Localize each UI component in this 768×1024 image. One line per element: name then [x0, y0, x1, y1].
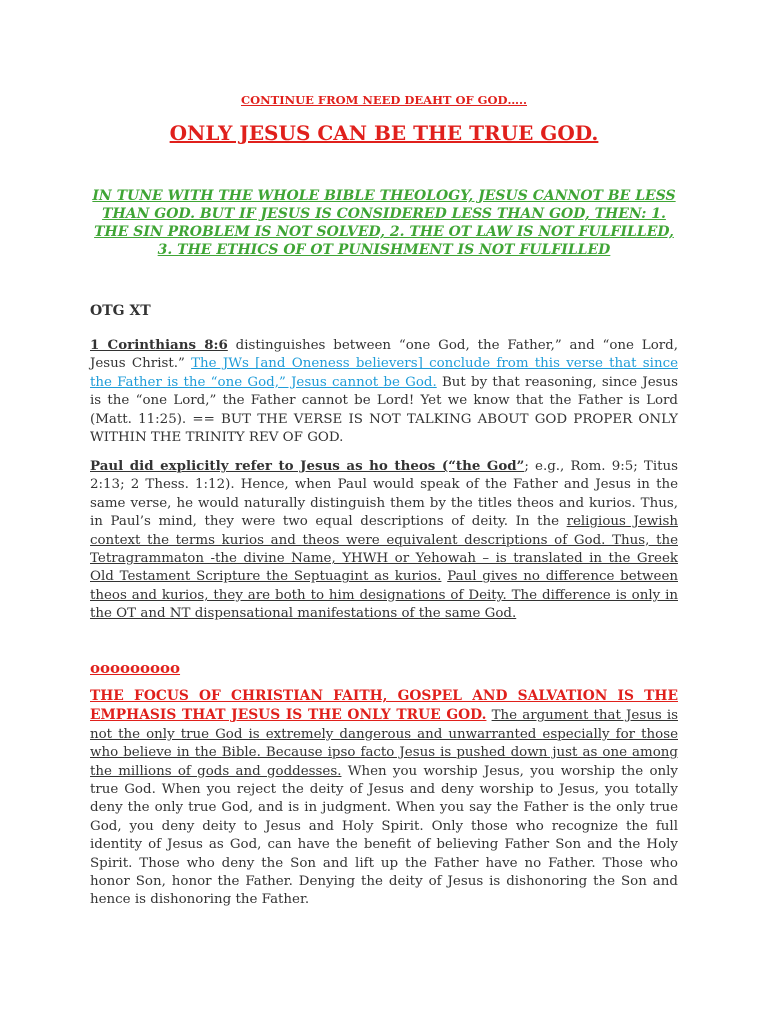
underlined-text: religious Jewish context the terms kurios and theos were equivalent descriptions of God. Thus, the Tetragrammaton -the divine Name, YHWH or Yehowah – is translated in the Greek Old Testament Scripture the Septuagint as kurios. — [90, 514, 678, 585]
paragraph-text: ; e.g., Rom. 9:5; Titus 2:13; 2 Thess. 1:12). Hence, when Paul would speak of the Father and Jesus in the same verse, he would naturally distinguish them by the titles theos and kurios. Thus, in Paul’s mind, they were two equal descriptions of deity. In the — [90, 459, 679, 530]
section-label: OTG XT — [90, 303, 151, 319]
underlined-text: The argument that Jesus is not the only true God is extremely dangerous and unwarranted especially for those who believe in the Bible. Because ipso facto Jesus is pushed down just as one among the millions of gods and goddesses. — [90, 708, 678, 779]
paragraph-lead: Paul did explicitly refer to Jesus as ho theos (“the God” — [90, 458, 525, 474]
underlined-text: Paul gives no difference between theos and kurios, they are both to him designations of Deity. The difference is only in the OT and NT dispensational manifestations of the same God. — [90, 569, 678, 622]
scripture-reference: 1 Corinthians 8:6 — [90, 337, 228, 353]
inline-link[interactable]: The JWs [and Oneness believers] conclude from this verse that since the Father is the “one God,” Jesus cannot be God. — [90, 356, 678, 390]
paragraph-text: distinguishes between “one God, the Father,” and “one Lord, Jesus Christ.” — [90, 338, 678, 372]
paragraph-text: But by that reasoning, since Jesus is the “one Lord,” the Father cannot be Lord! Yet we know that the Father is Lord (Matt. 11:25). == BUT THE VERSE IS NOT TALKING ABOUT GOD PROPER ONLY WITHIN THE TRINITY REV OF GOD. — [90, 374, 679, 446]
thesis-statement: IN TUNE WITH THE WHOLE BIBLE THEOLOGY, JESUS CANNOT BE LESS THAN GOD. BUT IF JESUS IS CONSIDERED LESS THAN GOD, THEN: 1. THE SIN PROBLEM IS NOT SOLVED, 2. THE OT LAW IS NOT FULFILLED, 3. THE ETHICS OF OT PUNISHMENT IS NOT FULFILLED — [92, 188, 676, 258]
continue-note: CONTINUE FROM NEED DEAHT OF GOD….. — [240, 93, 527, 107]
emphasis-caps: THE FOCUS OF CHRISTIAN FAITH, GOSPEL AND SALVATION IS THE EMPHASIS THAT JESUS IS THE ONLY TRUE GOD. — [90, 688, 678, 724]
section-divider: ooooooooo — [90, 659, 181, 677]
paragraph-ho-theos — [90, 457, 678, 624]
paragraph-focus — [90, 687, 678, 910]
page-title: ONLY JESUS CAN BE THE TRUE GOD. — [169, 121, 599, 145]
paragraph-text: When you worship Jesus, you worship the only true God. When you reject the deity of Jesus and deny worship to Jesus, you totally deny the only true God, and is in judgment. When you say the Father is the only true God, you deny deity to Jesus and Holy Spirit. Only those who recognize the full identity of Jesus as God, can have the benefit of believing Father Son and the Holy Spirit. Those who deny the Son and lift up the Father have no Father. Those who honor Son, honor the Father. Denying the deity of Jesus is dishonoring the Son and hence is dishonoring the Father. — [90, 763, 678, 908]
paragraph-corinthians — [90, 336, 678, 447]
